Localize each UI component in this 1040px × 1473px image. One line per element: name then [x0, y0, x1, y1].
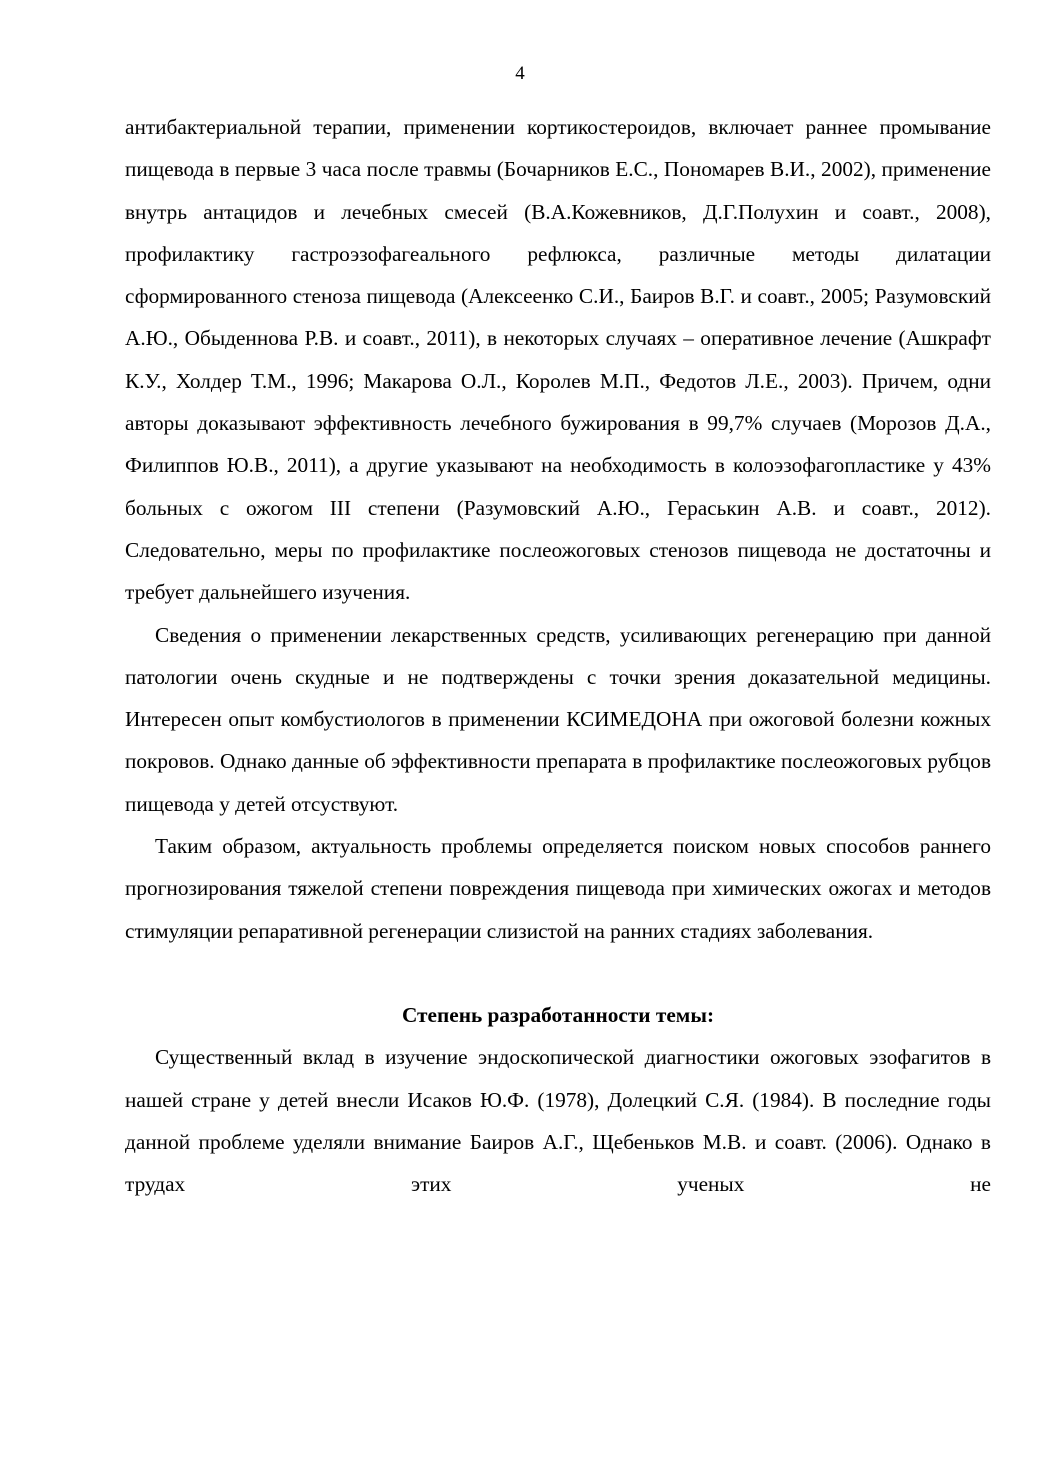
paragraph-regeneration-drugs: Сведения о применении лекарственных средств, усиливающих регенерацию при данной патологии очень скудные и не подтверждены с точки зрения доказательной медицины. Интересен опыт комбустиологов в применении КСИМЕДОНА при ожоговой болезни кожных покровов. Однако данные об эффективности препарата в профилактике послеожоговых рубцов пищевода у детей отсуствуют.	[125, 622, 991, 816]
page-number: 4	[515, 63, 525, 84]
document-body	[125, 106, 991, 1205]
paragraph-treatment-methods: антибактериальной терапии, применении кортикостероидов, включает раннее промывание пищевода в первые 3 часа после травмы (Бочарников Е.С., Пономарев В.И., 2002), применение внутрь антацидов и лечебных смесей (В.А.Кожевников, Д.Г.Полухин и соавт., 2008), профилактику гастроэзофагеального рефлюкса, различные методы дилатации сформированного стеноза пищевода (Алексеенко С.И., Баиров В.Г. и соавт., 2005; Разумовский А.Ю., Обыденнова Р.В. и соавт., 2011), в некоторых случаях – оперативное лечение (Ашкрафт К.У., Холдер Т.М., 1996; Макарова О.Л., Королев М.П., Федотов Л.Е., 2003). Причем, одни авторы доказывают эффективность лечебного бужирования в 99,7% случаев (Морозов Д.А., Филиппов Ю.В., 2011), а другие указывают на необходимость в колоэзофагопластике у 43% больных с ожогом III степени (Разумовский А.Ю., Гераськин А.В. и соавт., 2012). Следовательно, меры по профилактике послеожоговых стенозов пищевода не достаточны и требует дальнейшего изучения.	[125, 115, 991, 605]
paragraph-research-contribution: Существенный вклад в изучение эндоскопической диагностики ожоговых эзофагитов в нашей стране у детей внесли Исаков Ю.Ф. (1978), Долецкий С.Я. (1984). В последние годы данной проблеме уделяли внимание Баиров А.Г., Щебеньков М.В. и соавт. (2006). Однако в трудах этих ученых не	[125, 1045, 991, 1197]
section-heading: Степень разработанности темы:	[401, 1002, 715, 1027]
paragraph-relevance-conclusion: Таким образом, актуальность проблемы определяется поиском новых способов раннего прогнозирования тяжелой степени повреждения пищевода при химических ожогах и методов стимуляции репаративной регенерации слизистой на ранних стадиях заболевания.	[125, 834, 991, 943]
